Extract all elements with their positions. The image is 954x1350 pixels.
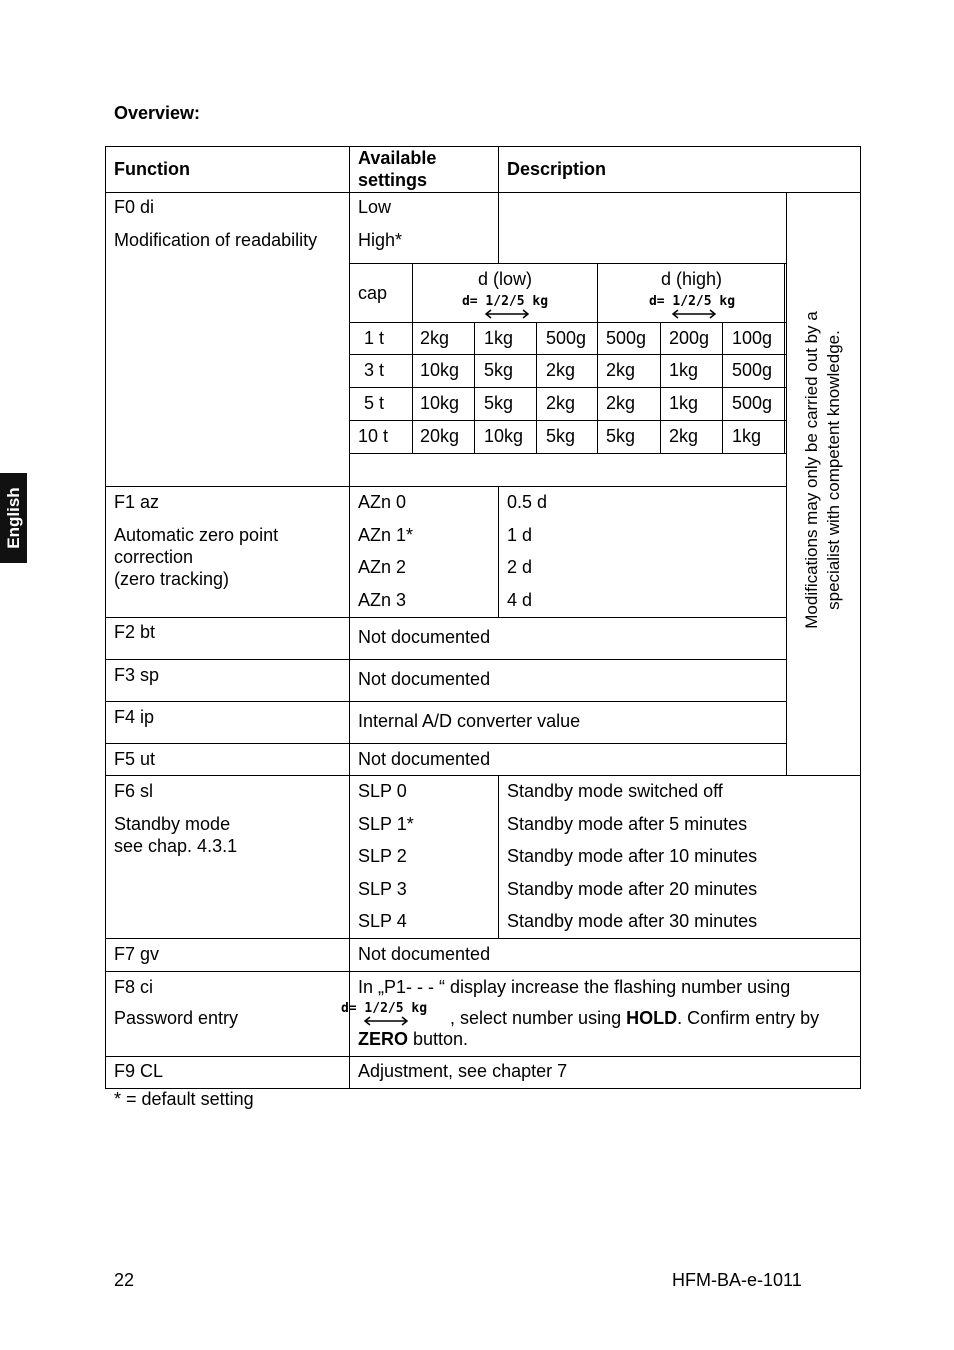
header-description: Description [507, 159, 607, 179]
f1-code: F1 az [114, 492, 160, 512]
f6-setting: SLP 0 [358, 781, 407, 801]
f8-instruction-line2: , select number using HOLD. Confirm entry by [450, 1008, 820, 1028]
readability-cell: 2kg [669, 426, 699, 446]
readability-cell: 1kg [732, 426, 762, 446]
readability-cell: 5kg [606, 426, 636, 446]
default-setting-footnote: * = default setting [114, 1089, 254, 1109]
readability-cell: 2kg [546, 393, 576, 413]
key-symbol-low: d= 1/2/5 kg [457, 294, 553, 324]
f1-value: 0.5 d [507, 492, 548, 512]
f3-text: Not documented [358, 669, 491, 689]
readability-cell: 200g [669, 328, 710, 348]
readability-cap-header: cap [358, 283, 388, 303]
f7-text: Not documented [358, 944, 491, 964]
f6-value: Standby mode after 10 minutes [507, 846, 758, 866]
f5-code: F5 ut [114, 749, 156, 769]
f6-code: F6 sl [114, 781, 154, 801]
f6-setting: SLP 3 [358, 879, 407, 899]
document-id: HFM-BA-e-1011 [672, 1270, 802, 1290]
readability-cell: 500g [606, 328, 647, 348]
hold-key-label: HOLD [626, 1008, 678, 1028]
readability-cell: 20kg [420, 426, 460, 446]
f1-description-line: (zero tracking) [114, 569, 230, 589]
f1-description-line: Automatic zero point [114, 525, 279, 545]
readability-cell: 2kg [606, 360, 636, 380]
readability-low-header: d (low) [477, 269, 532, 289]
readability-cell: 5 t [364, 393, 385, 413]
readability-cell: 10 t [358, 426, 389, 446]
readability-cell: 500g [732, 393, 773, 413]
f0-description: Modification of readability [114, 230, 318, 250]
f6-setting: SLP 2 [358, 846, 407, 866]
f1-value: 1 d [507, 525, 533, 545]
language-tab [0, 473, 27, 563]
f8-instruction-line3: ZERO button. [358, 1029, 469, 1049]
f8-key-symbol: d= 1/2/5 kg [336, 1001, 432, 1031]
f1-setting: AZn 3 [358, 590, 407, 610]
page-number: 22 [114, 1270, 135, 1290]
f0-code: F0 di [114, 197, 155, 217]
readability-cell: 2kg [546, 360, 576, 380]
f6-value: Standby mode after 5 minutes [507, 814, 748, 834]
f5-text: Not documented [358, 749, 491, 769]
header-function: Function [114, 159, 190, 179]
readability-cell: 2kg [606, 393, 636, 413]
readability-cell: 5kg [484, 393, 514, 413]
zero-key-label: ZERO [358, 1029, 409, 1049]
readability-cell: 1kg [484, 328, 514, 348]
readability-cell: 500g [732, 360, 773, 380]
page-heading: Overview: [114, 103, 201, 123]
header-settings: Available settings [358, 148, 437, 190]
f6-value: Standby mode switched off [507, 781, 723, 801]
readability-cell: 10kg [484, 426, 524, 446]
f3-code: F3 sp [114, 665, 160, 685]
readability-cell: 10kg [420, 393, 460, 413]
f8-code: F8 ci [114, 977, 154, 997]
readability-cell: 500g [546, 328, 587, 348]
readability-cell: 5kg [546, 426, 576, 446]
f1-value: 2 d [507, 557, 533, 577]
f1-value: 4 d [507, 590, 533, 610]
f7-code: F7 gv [114, 944, 160, 964]
readability-cell: 5kg [484, 360, 514, 380]
f4-code: F4 ip [114, 707, 155, 727]
f6-setting: SLP 1* [358, 814, 414, 834]
f1-description-line: correction [114, 547, 194, 567]
readability-cell: 100g [732, 328, 773, 348]
readability-high-header: d (high) [660, 269, 723, 289]
f8-description: Password entry [114, 1008, 239, 1028]
f0-setting-high: High* [358, 230, 403, 250]
readability-cell: 3 t [364, 360, 385, 380]
f6-description-line: Standby mode [114, 814, 231, 834]
double-arrow-icon [457, 308, 553, 320]
readability-cell: 10kg [420, 360, 460, 380]
f9-code: F9 CL [114, 1061, 164, 1081]
readability-cell: 1kg [669, 360, 699, 380]
readability-cell: 1kg [669, 393, 699, 413]
f0-setting-low: Low [358, 197, 392, 217]
f4-text: Internal A/D converter value [358, 711, 581, 731]
f6-value: Standby mode after 20 minutes [507, 879, 758, 899]
f6-value: Standby mode after 30 minutes [507, 911, 758, 931]
f2-code: F2 bt [114, 622, 156, 642]
key-symbol-high: d= 1/2/5 kg [644, 294, 740, 324]
language-tab-label: English [3, 487, 23, 549]
f1-setting: AZn 0 [358, 492, 407, 512]
readability-cell: 1 t [364, 328, 385, 348]
f9-text: Adjustment, see chapter 7 [358, 1061, 568, 1081]
double-arrow-icon [336, 1015, 432, 1027]
f8-instruction-line1: In „P1- - - “ display increase the flashing number using [358, 977, 791, 997]
f1-setting: AZn 1* [358, 525, 414, 545]
readability-cell: 2kg [420, 328, 450, 348]
f6-setting: SLP 4 [358, 911, 407, 931]
f6-description-line: see chap. 4.3.1 [114, 836, 238, 856]
f1-setting: AZn 2 [358, 557, 407, 577]
double-arrow-icon [644, 308, 740, 320]
f2-text: Not documented [358, 627, 491, 647]
